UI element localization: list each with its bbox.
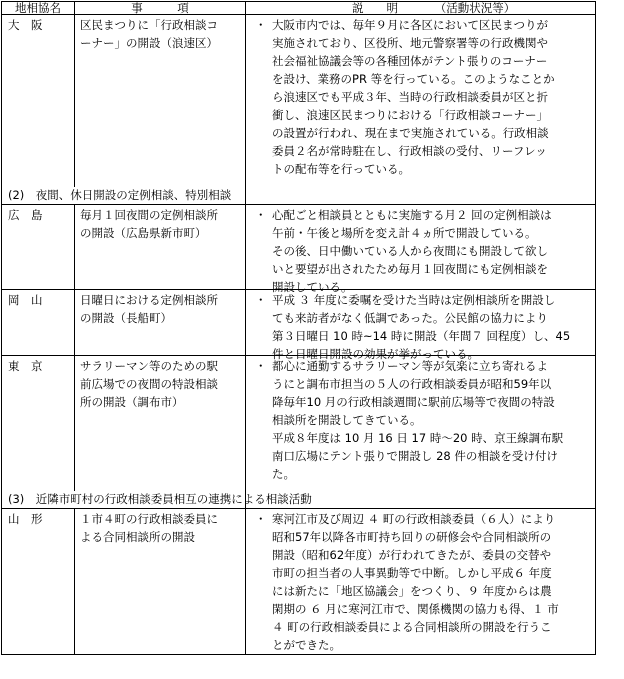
bullet: ・: [255, 208, 267, 222]
section-heading: (3) 近隣市町村の行政相談委員相互の連携による相談活動: [8, 492, 312, 506]
desc-line: 降毎年10 月の行政相談週間に駅前広場等で夜間の特設: [272, 395, 555, 409]
item-yamagata: [80, 510, 218, 546]
desc-line: 心配ごと相談員とともに実施する月２ 回の定例相談は: [272, 208, 552, 222]
desc-line: 衝し、浪速区民まつりにおける「行政相談コーナー」: [272, 108, 548, 122]
header-item: 事 項: [131, 1, 189, 15]
desc-line: 市町の担当者の人事異動等で中断。しかし平成６ 年度: [272, 566, 552, 580]
section-heading: (2) 夜間、休日開設の定例相談、特別相談: [8, 188, 232, 202]
row-divider: [1, 204, 595, 205]
header-description-sub: （活動状況等）: [434, 1, 516, 15]
desc-osaka: [272, 16, 555, 178]
item-line: よる合同相談所の開設: [80, 530, 195, 544]
item-line: 区民まつりに「行政相談コ: [80, 18, 218, 32]
bullet: ・: [255, 18, 267, 32]
desc-line: の設置が行われ、現在まで実施されている。行政相談: [272, 126, 549, 140]
region-tokyo: 東 京: [8, 359, 43, 373]
desc-line: 社会福祉協議会等の各種団体がテント張りのコーナー: [272, 54, 548, 68]
item-osaka: [80, 16, 218, 52]
desc-line: を設け、業務のPR 等を行っている。このようなことか: [272, 72, 555, 86]
item-line: ーナー」の開設（浪速区）: [80, 36, 218, 50]
header-region: 地相協名: [15, 1, 61, 15]
desc-line: 件と日曜日開設の効果が挙がっている。: [272, 347, 479, 361]
item-line: 日曜日における定例相談所: [80, 293, 218, 307]
column-divider: [245, 1, 246, 655]
desc-line: 大阪市内では、毎年９月に各区において区民まつりが: [272, 18, 548, 32]
bullet: ・: [255, 293, 267, 307]
region-yamagata: 山 形: [8, 512, 43, 526]
region-okayama: 岡 山: [8, 293, 43, 307]
right-border: [595, 1, 596, 655]
desc-line: 閑期の ６ 月に寒河江市で、関係機関の協力も得、１ 市: [272, 602, 559, 616]
desc-line: ても来訪者がなく低調であった。公民館の協力により: [272, 311, 548, 325]
desc-line: た。: [272, 467, 295, 481]
item-line: サラリーマン等のための駅: [80, 359, 218, 373]
desc-line: 寒河江市及び周辺 ４ 町の行政相談委員（６人）により: [272, 512, 556, 526]
desc-tokyo: [272, 357, 563, 483]
item-line: 毎月１回夜間の定例相談所: [80, 208, 218, 222]
item-line: 前広場での夜間の特設相談: [80, 377, 218, 391]
desc-line: 開設している。: [272, 280, 353, 294]
item-line: の開設（広島県新市町）: [80, 226, 207, 240]
header-description: 説 明: [352, 1, 398, 15]
desc-line: 相談所を開設してきている。: [272, 413, 422, 427]
desc-line: 午前・午後と場所を変え計４ヵ所で開設している。: [272, 226, 537, 240]
item-hiroshima: [80, 206, 218, 242]
item-line: 所の開設（調布市）: [80, 395, 184, 409]
desc-hiroshima: [272, 206, 552, 296]
desc-line: 委員２名が常時駐在し、行政相談の受付、リーフレッ: [272, 144, 547, 158]
desc-yamagata: [272, 510, 559, 654]
bullet: ・: [255, 512, 267, 526]
desc-line: 開設（昭和62年度）が行われてきたが、委員の交替や: [272, 548, 552, 562]
desc-line: 都心に通勤するサラリーマン等が気楽に立ち寄れるよ: [272, 359, 548, 373]
column-divider: [74, 508, 75, 655]
region-hiroshima: 広 島: [8, 208, 43, 222]
desc-line: には新たに「地区協議会」をつくり、９ 年度からは農: [272, 584, 552, 598]
desc-line: 平成８年度は 10 月 16 日 17 時～20 時、京王線調布駅: [272, 431, 564, 445]
item-line: の開設（長船町）: [80, 311, 172, 325]
desc-line: トの配布等を行っている。: [272, 162, 410, 176]
desc-line: いと要望が出されたため毎月１回夜間にも定例相談を: [272, 262, 548, 276]
desc-line: うにと調布市担当の５人の行政相談委員が昭和59年以: [272, 377, 552, 391]
table-bottom-border: [1, 654, 595, 655]
column-divider: [74, 204, 75, 491]
desc-line: 実施されており、区役所、地元警察署等の行政機関や: [272, 36, 548, 50]
column-divider: [74, 1, 75, 187]
desc-line: 第３日曜日 10 時~14 時に開設（年間７ 回程度）し、45: [272, 329, 571, 343]
item-line: １市４町の行政相談委員に: [80, 512, 218, 526]
desc-line: ら浪速区でも平成３年、当時の行政相談委員が区と折: [272, 90, 548, 104]
desc-line: 昭和57年以降各市町持ち回りの研修会や合同相談所の: [272, 530, 552, 544]
desc-line: その後、日中働いている人から夜間にも開設して欲し: [272, 244, 548, 258]
bullet: ・: [255, 359, 267, 373]
region-osaka: 大 阪: [8, 18, 43, 32]
desc-line: 南口広場にテント張りで開設し 28 件の相談を受け付け: [272, 449, 558, 463]
desc-line: とができた。: [272, 638, 341, 652]
desc-line: ４ 町の行政相談委員による合同相談所の開設を行うこ: [272, 620, 552, 634]
row-divider: [1, 508, 595, 509]
desc-line: 平成 ３ 年度に委嘱を受けた当時は定例相談所を開設し: [272, 293, 556, 307]
left-border: [1, 1, 2, 655]
desc-okayama: [272, 291, 570, 363]
item-okayama: [80, 291, 218, 327]
item-tokyo: [80, 357, 218, 411]
